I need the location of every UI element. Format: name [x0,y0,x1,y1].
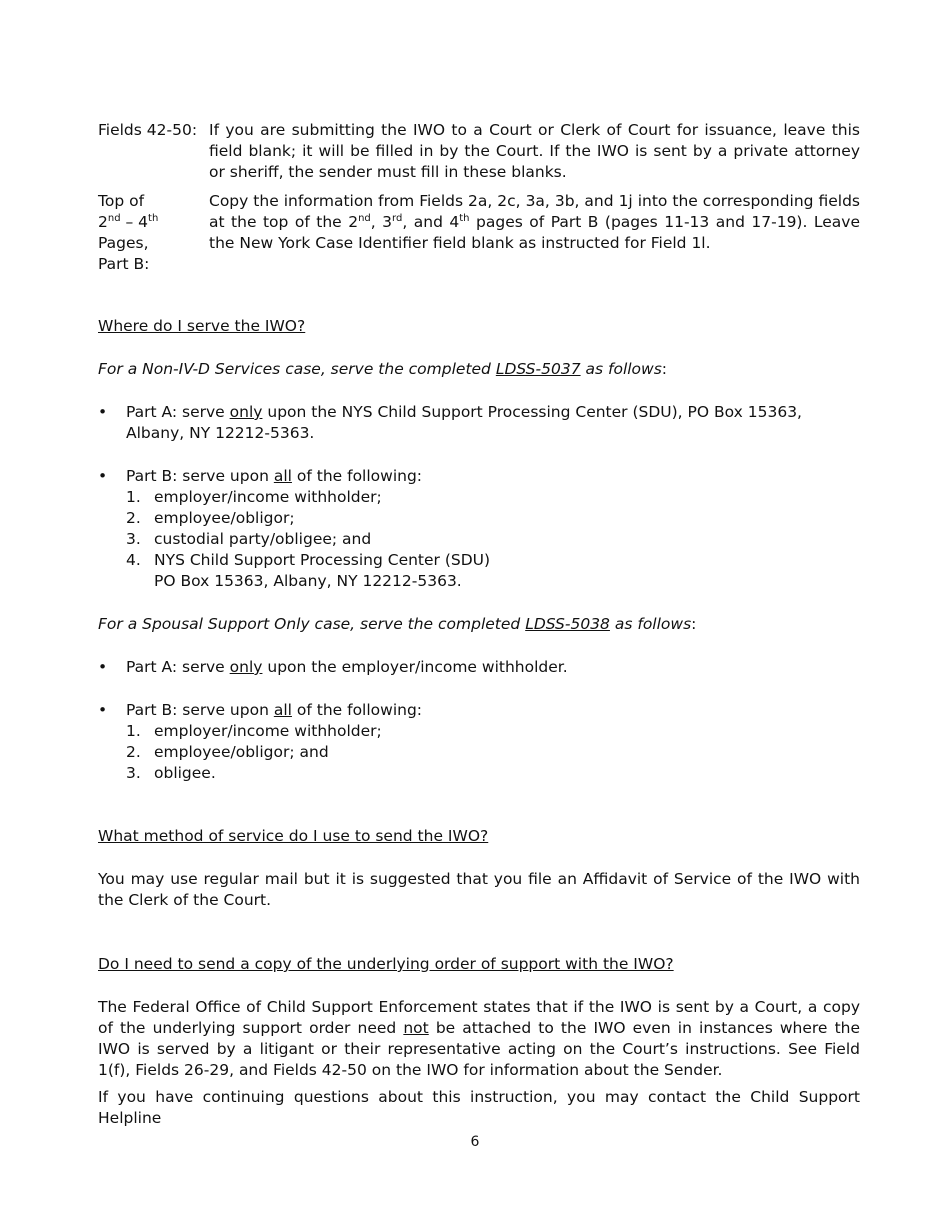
copy-text: The Federal Office of Child Support Enforcement states that if the IWO is sent by a Court, a copy of the underlying support order need not be attached to the IWO even in instances where the IWO is served by a litigant or their representative acting on the Court’s instructions. See Field 1(f), Fields 26-29, and Fields 42-50 on the IWO for information about the Sender. [98,998,861,1079]
non-ivd-recipient-list [126,487,860,592]
method-text: You may use regular mail but it is suggested that you file an Affidavit of Service of the IWO with the Clerk of the Court. [98,870,860,909]
list-item: 2. employee/obligor; and [126,743,329,761]
list-item: 1. employer/income withholder; [126,722,382,740]
ldss-5037-form: LDSS-5037 [495,360,581,378]
bullet-icon: • [98,658,108,676]
list-item: 3. custodial party/obligee; and [126,530,372,548]
list-item: 4. NYS Child Support Processing Center (SDU) PO Box 15363, Albany, NY 12212-5363. [126,551,491,590]
fields-42-50-label: Fields 42-50: [98,121,198,139]
document-page [98,120,860,1129]
bullet-icon: • [98,403,108,421]
spousal-recipient-list [126,721,860,784]
page-number: 6 [470,1134,480,1150]
top-pages-row [98,191,860,275]
spousal-part-a: • Part A: serve only upon the employer/income withholder. [98,658,568,676]
top-pages-label: Top of 2nd – 4th Pages, Part B: [98,192,159,273]
non-ivd-part-a: • Part A: serve only upon the NYS Child Support Processing Center (SDU), PO Box 15363, Albany, NY 12212-5363. [98,403,802,442]
method-heading: What method of service do I use to send the IWO? [98,827,489,845]
list-item: 3. obligee. [126,764,216,782]
top-pages-text: Copy the information from Fields 2a, 2c, 3a, 3b, and 1j into the corresponding fields at the top of the 2nd, 3rd, and 4th pages of Part B (pages 11-13 and 17-19). Leave the New York Case Identifier field blank as instructed for Field 1l. [209,192,860,252]
serve-heading: Where do I serve the IWO? [98,317,306,335]
spousal-intro: For a Spousal Support Only case, serve the completed LDSS-5038 as follows: [98,615,697,633]
fields-42-50-text: If you are submitting the IWO to a Court or Clerk of Court for issuance, leave this field blank; it will be filled in by the Court. If the IWO is sent by a private attorney or sheriff, the sender must fill in these blanks. [209,121,860,181]
non-ivd-part-b: • Part B: serve upon all of the following: 1. employer/income withholder; 2. employee/obligor; 3. custodial party/obligee; and 4. NYS Child Support Processing Center (SDU) PO Box 15363, Albany, NY 12212-5363. [98,466,860,592]
bullet-icon: • [98,701,108,719]
continuing-text: If you have continuing questions about this instruction, you may contact the Child Support Helpline [98,1088,860,1127]
ldss-5038-form: LDSS-5038 [525,615,610,633]
copy-heading: Do I need to send a copy of the underlying order of support with the IWO? [98,955,674,973]
list-item: 1. employer/income withholder; [126,488,382,506]
list-item: 2. employee/obligor; [126,509,295,527]
spousal-part-b: • Part B: serve upon all of the following: 1. employer/income withholder; 2. employee/obligor; and 3. obligee. [98,700,860,784]
non-ivd-intro: For a Non-IV-D Services case, serve the completed LDSS-5037 as follows: [98,360,668,378]
fields-42-50-row [98,120,860,183]
bullet-icon: • [98,467,108,485]
